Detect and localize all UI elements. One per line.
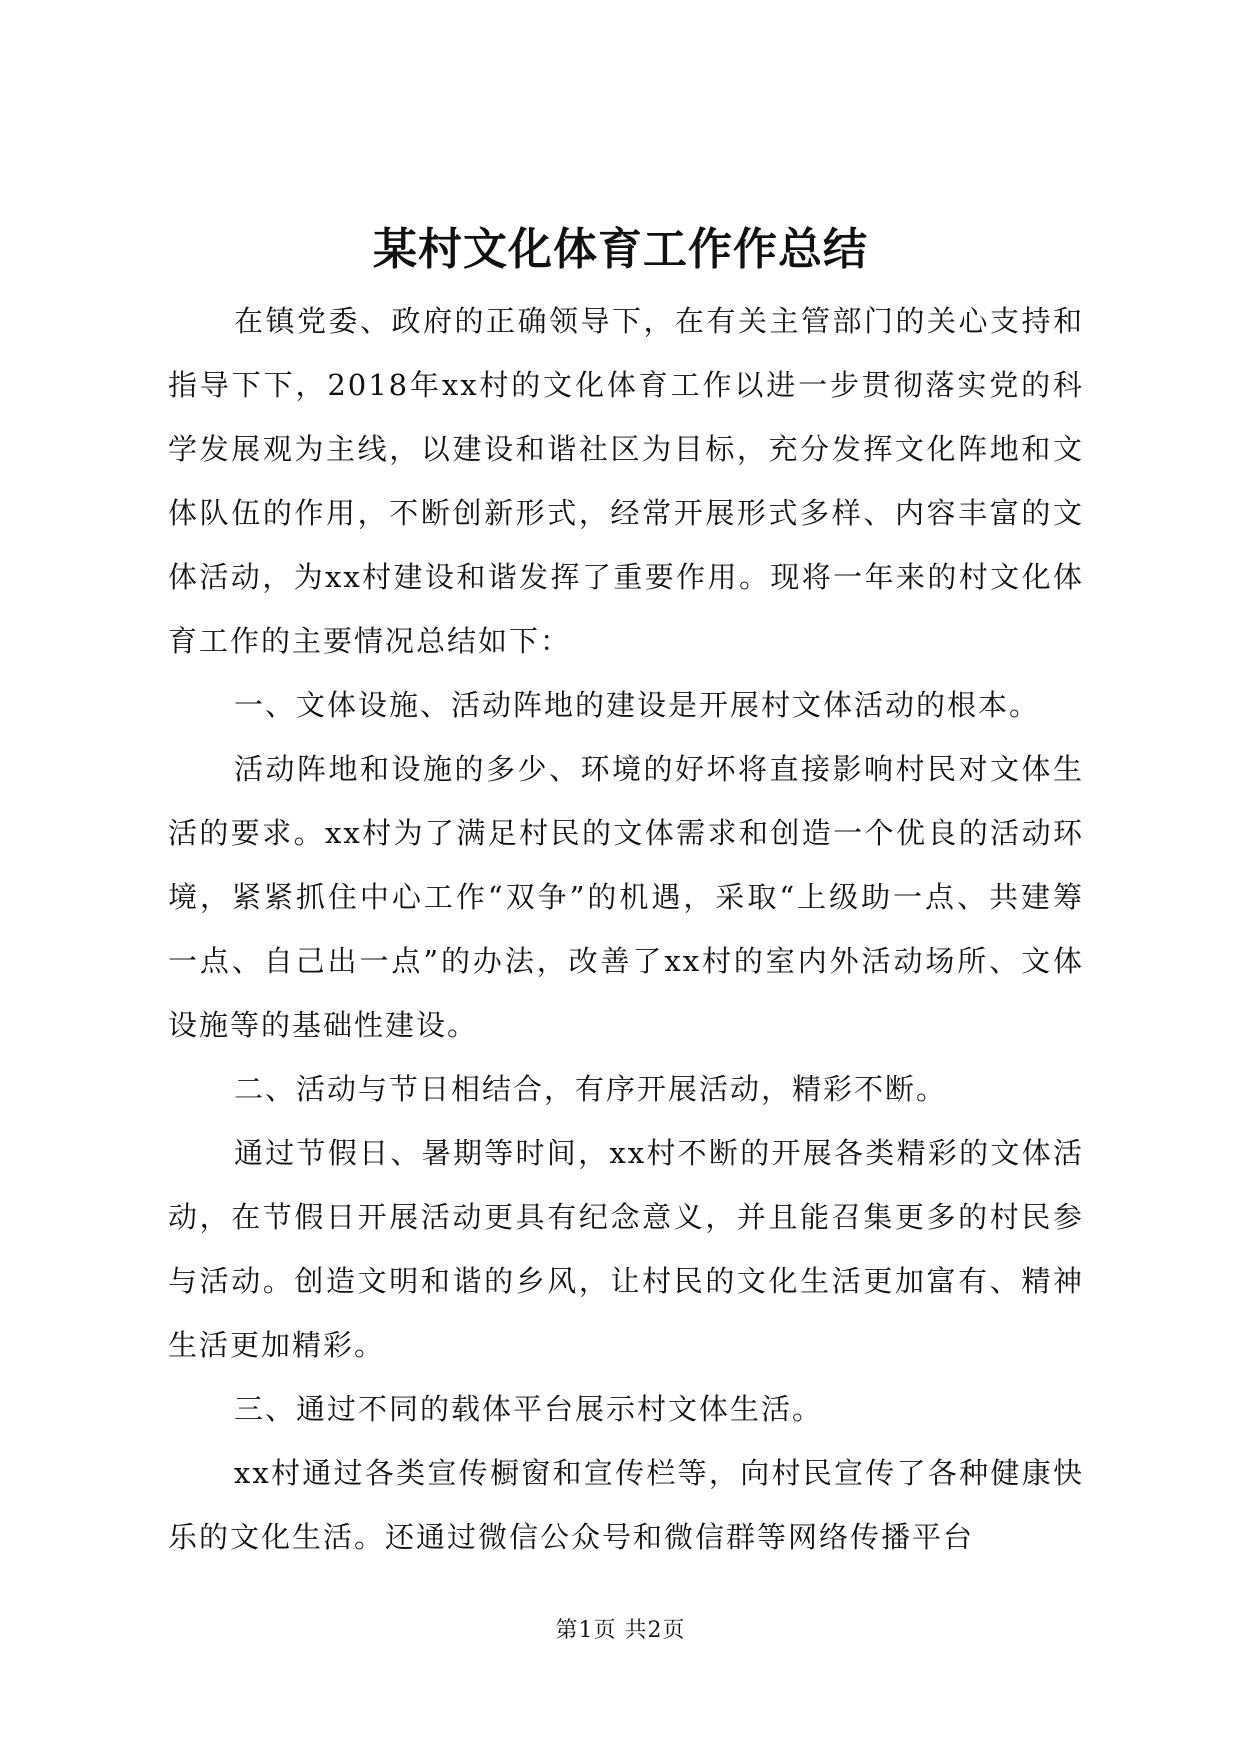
section-heading-3: 三、通过不同的载体平台展示村文体生活。 [234, 1392, 824, 1426]
document-title: 某村文化体育工作作总结 [373, 224, 868, 275]
section-heading-2: 二、活动与节日相结合，有序开展活动，精彩不断。 [234, 1072, 948, 1106]
paragraph-section-3: xx村通过各类宣传橱窗和宣传栏等，向村民宣传了各种健康快乐的文化生活。还通过微信公众号和微信群等网络传播平台 [168, 1456, 1084, 1554]
paragraph-section-1: 活动阵地和设施的多少、环境的好坏将直接影响村民对文体生活的要求。xx村为了满足村民的文体需求和创造一个优良的活动环境，紧紧抓住中心工作“双争”的机遇，采取“上级助一点、共建筹一点、自己出一点”的办法，改善了xx村的室内外活动场所、文体设施等的基础性建设。 [168, 752, 1084, 1042]
section-heading-1: 一、文体设施、活动阵地的建设是开展村文体活动的根本。 [234, 688, 1041, 722]
page-number-footer: 第1页 共2页 [555, 1618, 686, 1643]
document-body [168, 289, 1084, 1569]
paragraph-section-2: 通过节假日、暑期等时间，xx村不断的开展各类精彩的文体活动，在节假日开展活动更具有纪念意义，并且能召集更多的村民参与活动。创造文明和谐的乡风，让村民的文化生活更加富有、精神生活更加精彩。 [168, 1136, 1084, 1362]
paragraph-intro: 在镇党委、政府的正确领导下，在有关主管部门的关心支持和指导下下，2018年xx村的文化体育工作以进一步贯彻落实党的科学发展观为主线，以建设和谐社区为目标，充分发挥文化阵地和文体队伍的作用，不断创新形式，经常开展形式多样、内容丰富的文体活动，为xx村建设和谐发挥了重要作用。现将一年来的村文化体育工作的主要情况总结如下： [168, 304, 1084, 658]
